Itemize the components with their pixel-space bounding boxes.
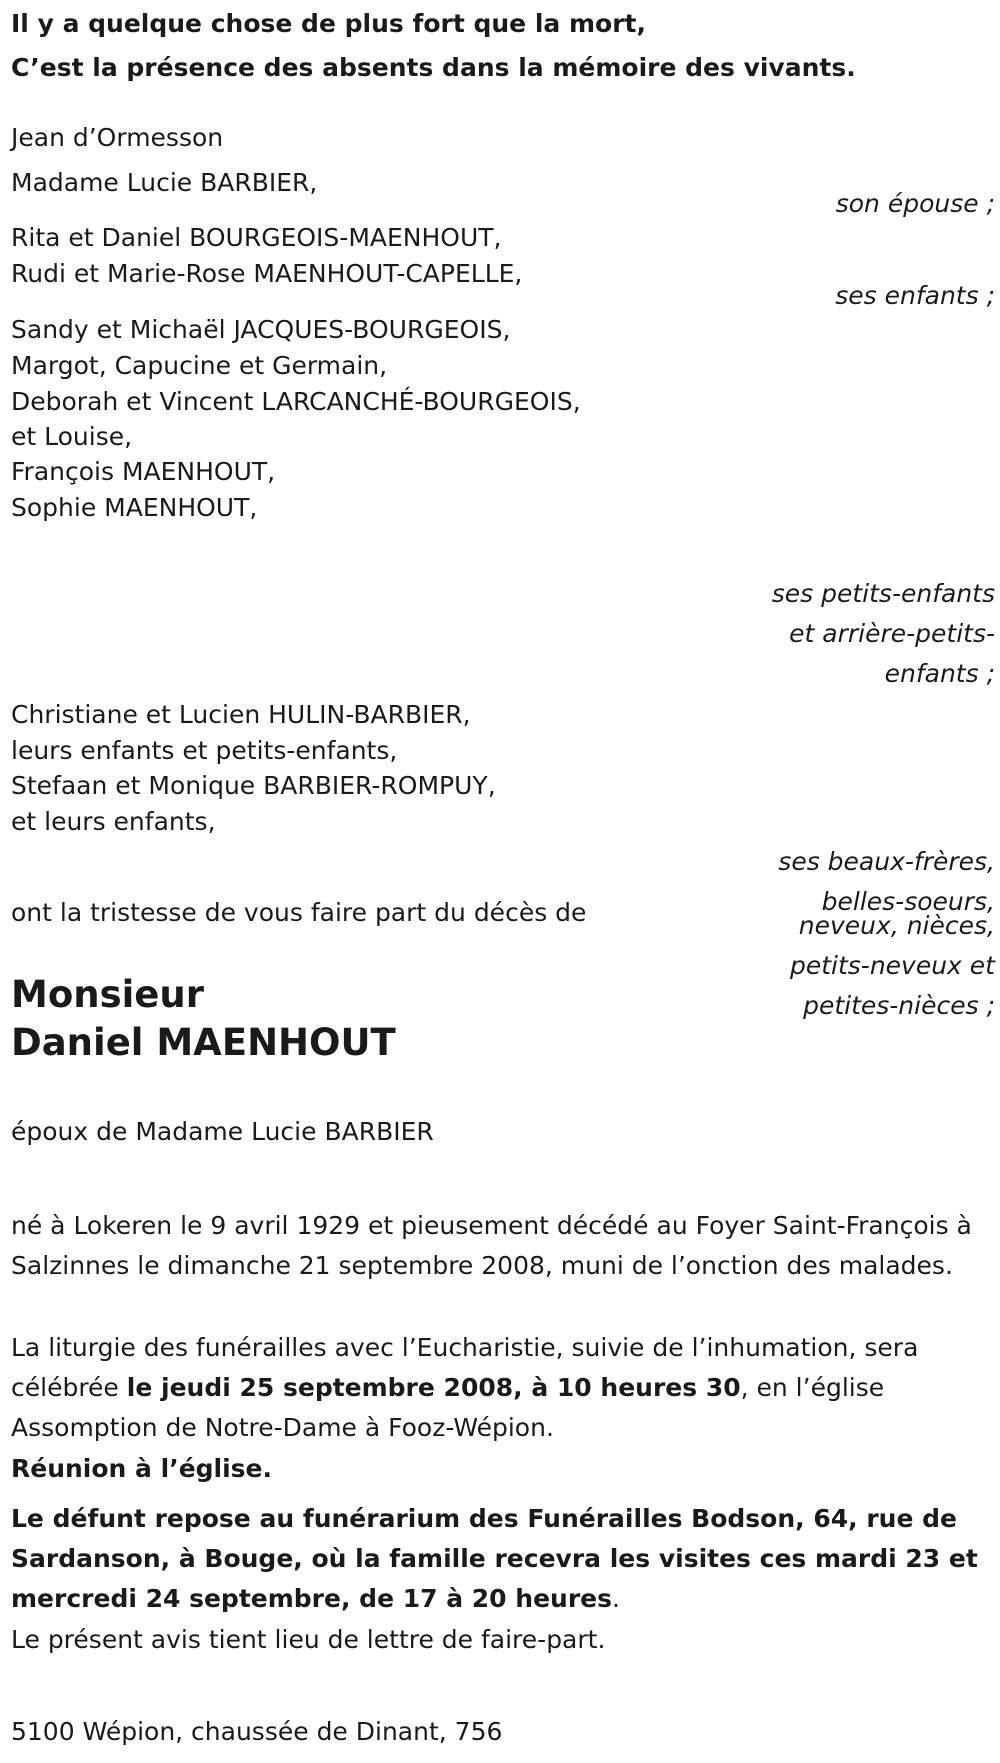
quote-line-2: C’est la présence des absents dans la mémoire des vivants. [11,53,856,82]
funeral-date-time: le jeudi 25 septembre 2008, à 10 heures 30 [126,1373,741,1402]
funeral-paragraph [11,1328,986,1448]
quote-line-1: Il y a quelque chose de plus fort que la mort, [11,9,646,38]
inlaws-role-3: neveux, nièces, [798,911,995,940]
deceased-name: Daniel MAENHOUT [11,1021,396,1064]
child-2: Rudi et Marie-Rose MAENHOUT-CAPELLE, [11,259,523,288]
grandchildren-role-3: enfants ; [884,659,995,688]
spouse-of-text: époux de Madame Lucie BARBIER [11,1117,434,1146]
inlaw-3: Stefaan et Monique BARBIER-ROMPUY, [11,771,496,800]
inlaws-role-4: petits-neveux et [789,951,995,980]
inlaw-4: et leurs enfants, [11,807,216,836]
grandchild-6: Sophie MAENHOUT, [11,493,258,522]
announcement-text: ont la tristesse de vous faire part du décès de [11,898,587,927]
inlaw-2: leurs enfants et petits-enfants, [11,736,398,765]
inlaw-1: Christiane et Lucien HULIN-BARBIER, [11,700,471,729]
address-text: 5100 Wépion, chaussée de Dinant, 756 [11,1717,503,1746]
inlaws-role-5: petites-nièces ; [803,991,995,1020]
deceased-title: Monsieur [11,973,204,1016]
grandchild-4: et Louise, [11,422,133,451]
grandchildren-role-1: ses petits-enfants [771,579,995,608]
visitation-end: . [612,1584,620,1613]
notice-text: Le présent avis tient lieu de lettre de faire-part. [11,1625,606,1654]
child-1: Rita et Daniel BOURGEOIS-MAENHOUT, [11,223,502,252]
grandchild-5: François MAENHOUT, [11,457,276,486]
grandchild-2: Margot, Capucine et Germain, [11,351,388,380]
funeral-text-after: , en l’église Assomption de Notre-Dame à Fooz-Wépion. [11,1373,885,1442]
funeral-text-before: La liturgie des funérailles avec l’Eucharistie, suivie de l’inhumation, sera célébrée [11,1333,919,1402]
visitation-paragraph [11,1499,986,1619]
inlaws-role-1: ses beaux-frères, [778,847,995,876]
visitation-text: Le défunt repose au funérarium des Funérailles Bodson, 64, rue de Sardanson, à Bouge, où la famille recevra les visites ces mardi 23 et mercredi 24 septembre, de 17 à 20 heures [11,1504,978,1613]
spouse-name: Madame Lucie BARBIER, [11,168,318,197]
spouse-role: son épouse ; [835,189,995,218]
grandchildren-role-2: et arrière-petits- [789,619,995,648]
birth-death-paragraph: né à Lokeren le 9 avril 1929 et pieusement décédé au Foyer Saint-François à Salzinnes le dimanche 21 septembre 2008, muni de l’onction des malades. [11,1211,972,1280]
children-role: ses enfants ; [835,281,995,310]
meeting-text: Réunion à l’église. [11,1454,273,1483]
quote-author: Jean d’Ormesson [11,123,224,152]
grandchild-1: Sandy et Michaël JACQUES-BOURGEOIS, [11,315,511,344]
grandchild-3: Deborah et Vincent LARCANCHÉ-BOURGEOIS, [11,387,581,416]
inlaws-role-2: belles-soeurs, [821,887,995,916]
